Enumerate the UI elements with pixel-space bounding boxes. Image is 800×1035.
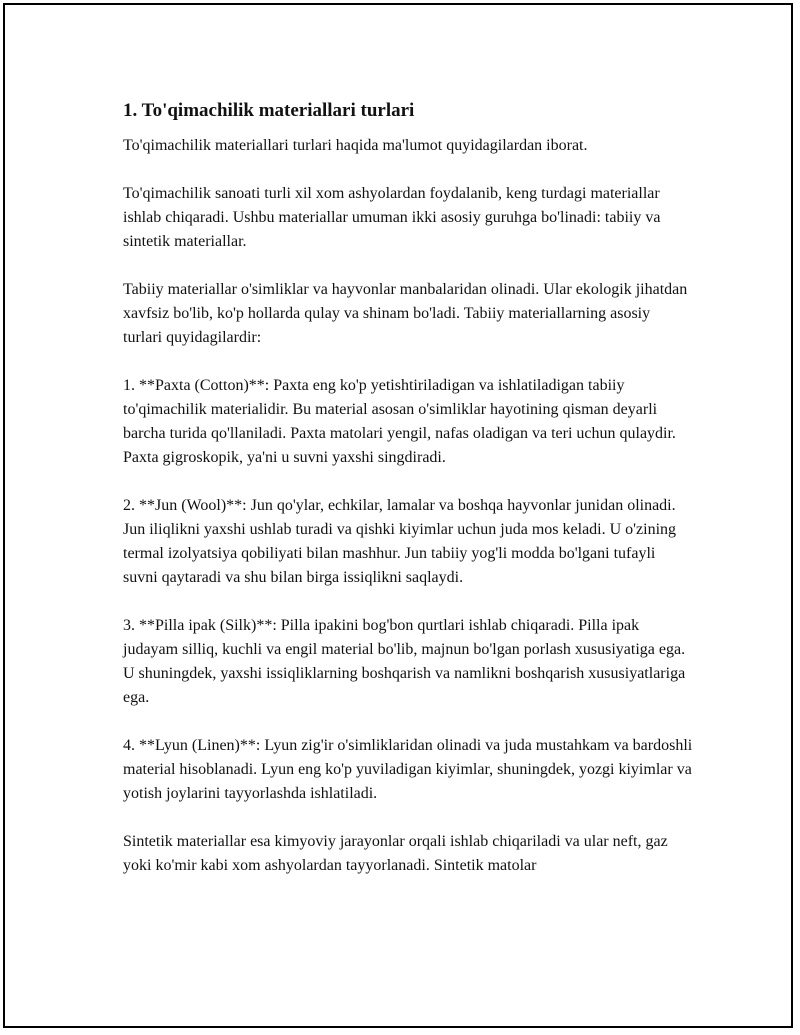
section-heading: 1. To'qimachilik materiallari turlari (123, 100, 415, 121)
paragraph-silk: 3. **Pilla ipak (Silk)**: Pilla ipakini bog'bon qurtlari ishlab chiqaradi. Pilla ipak judayam silliq, kuchli va engil material bo'lib, majnun bo'lgan porlash xususiyatiga ega. U shuningdek, yaxshi issiqliklarning boshqarish va namlikni boshqarish xususiyatlariga ega. (123, 617, 686, 706)
paragraph-wool: 2. **Jun (Wool)**: Jun qo'ylar, echkilar, lamalar va boshqa hayvonlar junidan olinadi. Jun iliqlikni yaxshi ushlab turadi va qishki kiyimlar uchun juda mos keladi. U o'zining termal izolyatsiya qobiliyati bilan mashhur. Jun tabiiy yog'li modda bo'lgani tufayli suvni qaytaradi va shu bilan birga issiqlikni saqlaydi. (123, 497, 677, 586)
paragraph-cotton: 1. **Paxta (Cotton)**: Paxta eng ko'p yetishtiriladigan va ishlatiladigan tabiiy to'qimachilik materialidir. Bu material asosan o'simliklar hayotining qisman deyarli barcha turida qo'llaniladi. Paxta matolari yengil, nafas oladigan va teri uchun qulaydir. Paxta gigroskopik, ya'ni u suvni yaxshi singdiradi. (123, 377, 676, 466)
paragraph-linen: 4. **Lyun (Linen)**: Lyun zig'ir o'simliklaridan olinadi va juda mustahkam va bardoshli material hisoblanadi. Lyun eng ko'p yuviladigan kiyimlar, shuningdek, yozgi kiyimlar va yotish joylarini tayyorlashda ishlatiladi. (123, 737, 693, 802)
page-frame (3, 3, 793, 1028)
paragraph-natural-materials: Tabiiy materiallar o'simliklar va hayvonlar manbalaridan olinadi. Ular ekologik jihatdan xavfsiz bo'lib, ko'p hollarda qulay va shinam bo'ladi. Tabiiy materiallarning asosiy turlari quyidagilardir: (123, 281, 688, 346)
document-body (123, 99, 693, 902)
paragraph-intro: To'qimachilik materiallari turlari haqida ma'lumot quyidagilardan iborat. (123, 137, 588, 154)
paragraph-industry: To'qimachilik sanoati turli xil xom ashyolardan foydalanib, keng turdagi materiallar ishlab chiqaradi. Ushbu materiallar umuman ikki asosiy guruhga bo'linadi: tabiiy va sintetik materiallar. (123, 185, 661, 250)
paragraph-synthetic: Sintetik materiallar esa kimyoviy jarayonlar orqali ishlab chiqariladi va ular neft, gaz yoki ko'mir kabi xom ashyolardan tayyorlanadi. Sintetik matolar (123, 833, 668, 874)
